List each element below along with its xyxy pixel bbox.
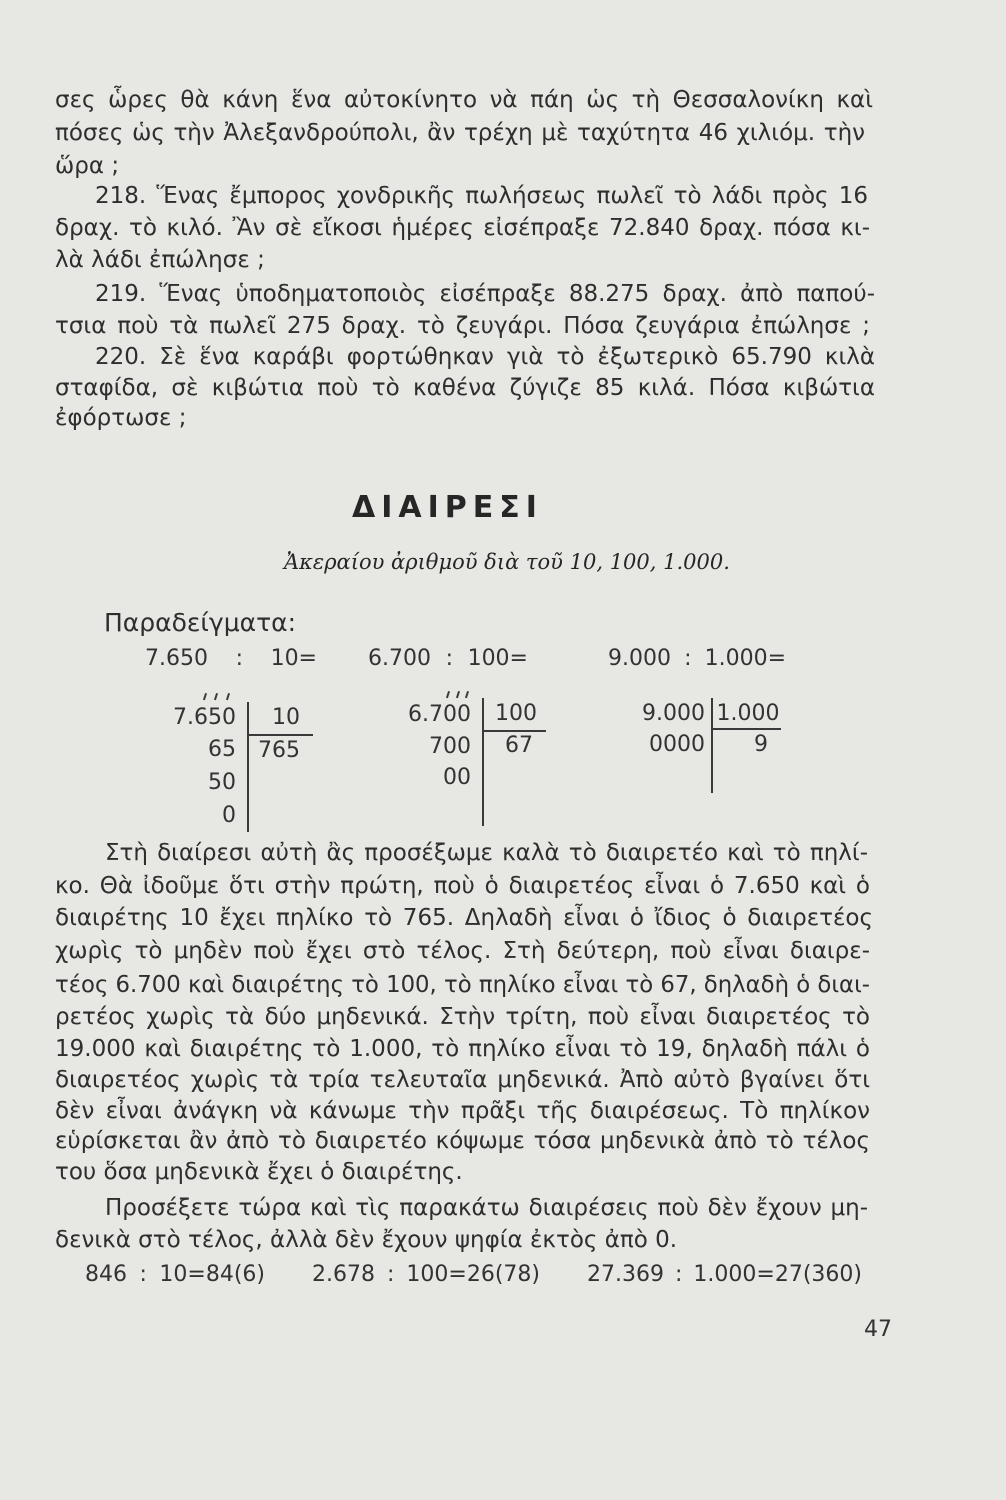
divisor: 10 <box>272 705 300 730</box>
division-bar-horizontal <box>711 728 781 730</box>
section-title: ΔΙΑΙΡΕΣΙ <box>352 490 543 525</box>
text-line: 220. Σὲ ἕνα καράβι φορτώθηκαν γιὰ τὸ ἐξωτερικὸ 65.790 κιλὰ <box>95 344 875 370</box>
text-line: λὰ λάδι ἐπώλησε ; <box>55 247 265 273</box>
remainder-row: 65 <box>208 737 236 762</box>
text-line: τσια ποὺ τὰ πωλεῖ 275 δραχ. τὸ ζευγάρι. Πόσα ζευγάρια ἐπώλησε ; <box>55 313 870 339</box>
digit-mark <box>226 693 230 700</box>
text-line: δὲν εἶναι ἀνάγκη νὰ κάνωμε τὴν πρᾶξι τῆς διαιρέσεως. Τὸ πηλίκον <box>55 1098 870 1124</box>
remainder-row: 00 <box>443 765 471 790</box>
text-line: εὑρίσκεται ἂν ἀπὸ τὸ διαιρετέο κόψωμε τόσα μηδενικὰ ἀπὸ τὸ τέλος <box>55 1128 870 1154</box>
dividend: 9.000 <box>642 701 705 726</box>
text-line: 218. Ἕνας ἔμπορος χονδρικῆς πωλήσεως πωλεῖ τὸ λάδι πρὸς 16 <box>95 183 868 209</box>
example-equation: 846 : 10=84(6) <box>85 1262 265 1287</box>
text-line: διαιρετέος χωρὶς τὰ τρία τελευταῖα μηδενικά. Ἀπὸ αὐτὸ βγαίνει ὅτι <box>55 1067 870 1093</box>
dividend: 7.650 <box>173 705 236 730</box>
text-line: πόσες ὡς τὴν Ἀλεξανδρούπολι, ἂν τρέχη μὲ ταχύτητα 46 χιλιόμ. τὴν <box>55 120 865 146</box>
digit-mark <box>456 691 460 698</box>
digit-mark <box>203 693 207 700</box>
divisor: 100 <box>495 701 537 726</box>
remainder-row: 700 <box>429 734 471 759</box>
quotient: 67 <box>505 733 533 758</box>
example-equation: 2.678 : 100=26(78) <box>312 1262 540 1287</box>
remainder-row: 0000 <box>649 732 705 757</box>
example-equation: 27.369 : 1.000=27(360) <box>587 1262 862 1287</box>
text-line: χωρὶς τὸ μηδὲν ποὺ ἔχει στὸ τέλος. Στὴ δεύτερη, ποὺ εἶναι διαιρε- <box>55 938 870 964</box>
text-line: τέος 6.700 καὶ διαιρέτης τὸ 100, τὸ πηλίκο εἶναι τὸ 67, δηλαδὴ ὁ διαι- <box>55 972 870 998</box>
example-equation: 6.700 : 100= <box>368 646 528 671</box>
text-line: διαιρέτης 10 ἔχει πηλίκο τὸ 765. Δηλαδὴ εἶναι ὁ ἴδιος ὁ διαιρετέος <box>55 905 873 931</box>
text-line: ἐφόρτωσε ; <box>55 405 187 431</box>
division-bar-horizontal <box>247 734 313 736</box>
text-line: κο. Θὰ ἰδοῦμε ὅτι στὴν πρώτη, ποὺ ὁ διαιρετέος εἶναι ὁ 7.650 καὶ ὁ <box>55 873 870 899</box>
text-line: Προσέξετε τώρα καὶ τὶς παρακάτω διαιρέσεις ποὺ δὲν ἔχουν μη- <box>105 1195 868 1221</box>
text-line: δενικὰ στὸ τέλος, ἀλλὰ δὲν ἔχουν ψηφία ἐκτὸς ἀπὸ 0. <box>55 1227 678 1253</box>
example-equation: 7.650 : 10= <box>145 646 317 671</box>
remainder-row: 50 <box>208 770 236 795</box>
text-line: ὥρα ; <box>55 153 120 179</box>
division-bar-vertical <box>482 698 484 826</box>
examples-label: Παραδείγματα: <box>104 608 297 637</box>
text-line: σες ὧρες θὰ κάνη ἕνα αὐτοκίνητο νὰ πάη ὡς τὴ Θεσσαλονίκη καὶ <box>55 87 873 113</box>
digit-mark <box>446 691 450 698</box>
example-equation: 9.000 : 1.000= <box>608 646 786 671</box>
quotient: 9 <box>754 732 768 757</box>
text-line: ρετέος χωρὶς τὰ δύο μηδενικά. Στὴν τρίτη, ποὺ εἶναι διαιρετέος τὸ <box>55 1004 870 1030</box>
divisor: 1.000 <box>716 701 780 726</box>
text-line: δραχ. τὸ κιλό. Ἂν σὲ εἴκοσι ἡμέρες εἰσέπραξε 72.840 δραχ. πόσα κι- <box>55 215 870 241</box>
text-line: σταφίδα, σὲ κιβώτια ποὺ τὸ καθένα ζύγιζε 85 κιλά. Πόσα κιβώτια <box>55 375 875 401</box>
digit-mark <box>214 693 218 700</box>
text-line: Στὴ διαίρεσι αὐτὴ ἂς προσέξωμε καλὰ τὸ διαιρετέο καὶ τὸ πηλί- <box>105 840 868 866</box>
section-subtitle: Ἀκεραίου ἀριθμοῦ διὰ τοῦ 10, 100, 1.000. <box>284 550 730 574</box>
dividend: 6.700 <box>408 702 471 727</box>
remainder-row: 0 <box>222 803 236 828</box>
text-line: 219. Ἕνας ὑποδηματοποιὸς εἰσέπραξε 88.275 δραχ. ἀπὸ παπού- <box>95 281 875 307</box>
text-line: 19.000 καὶ διαιρέτης τὸ 1.000, τὸ πηλίκο εἶναι τὸ 19, δηλαδὴ πάλι ὁ <box>55 1036 870 1062</box>
digit-mark <box>465 691 469 698</box>
text-line: του ὅσα μηδενικὰ ἔχει ὁ διαιρέτης. <box>55 1159 463 1185</box>
quotient: 765 <box>258 738 300 763</box>
page-number: 47 <box>864 1317 892 1342</box>
division-bar-vertical <box>247 702 249 832</box>
